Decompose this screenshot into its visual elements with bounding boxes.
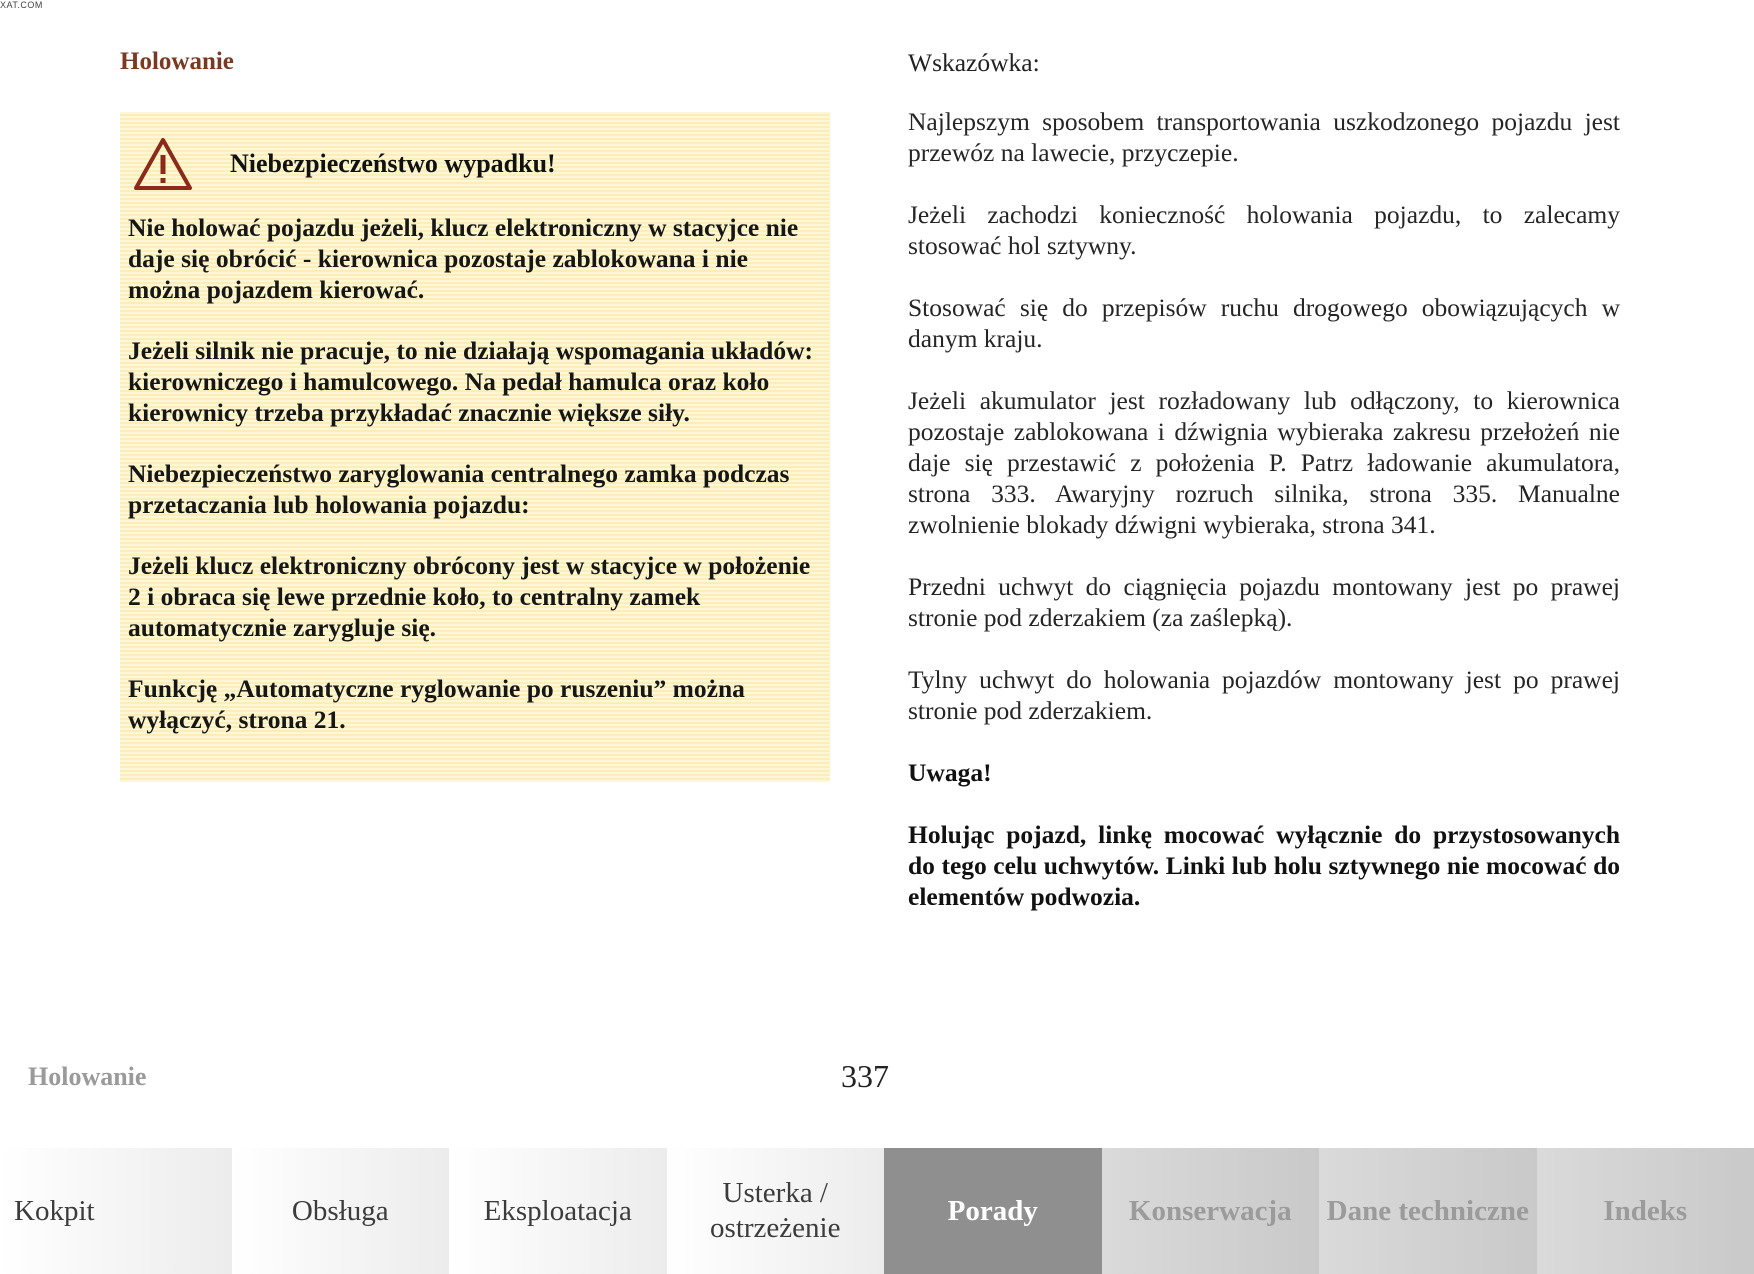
note-paragraph: Najlepszym sposobem transportowania uszkodzonego pojazdu jest przewóz na lawecie, przyczepie.	[908, 107, 1620, 167]
tab-kokpit[interactable]: Kokpit	[0, 1148, 232, 1274]
warning-triangle-icon	[132, 136, 194, 192]
tab-porady[interactable]: Porady	[884, 1148, 1102, 1274]
right-column	[908, 48, 1620, 943]
warning-box	[120, 112, 830, 782]
tab-usterka-ostrzezenie[interactable]: Usterka / ostrzeżenie	[667, 1148, 885, 1274]
tab-konserwacja[interactable]: Konserwacja	[1102, 1148, 1320, 1274]
warning-paragraph: Jeżeli silnik nie pracuje, to nie działają wspomagania układów: kierowniczego i hamulcowego. Na pedał hamulca oraz koło kierownicy trzeba przykładać znacznie większe siły.	[128, 336, 813, 427]
warning-paragraph: Niebezpieczeństwo zaryglowania centralnego zamka podczas przetaczania lub holowania pojazdu:	[128, 459, 790, 519]
note-label: Wskazówka:	[908, 48, 1040, 77]
left-column	[120, 48, 830, 76]
warning-title: Niebezpieczeństwo wypadku!	[230, 149, 556, 178]
chapter-tabs	[0, 1148, 1754, 1274]
footer-section-title: Holowanie	[28, 1062, 147, 1091]
note-paragraph: Jeżeli akumulator jest rozładowany lub odłączony, to kierownica pozostaje zablokowana i dźwignia wybieraka zakresu przełożeń nie daje się przestawić z położenia P. Patrz ładowanie akumulatora, strona 333. Awaryjny rozruch silnika, strona 335. Manualne zwolnienie blokady dźwigni wybieraka, strona 341.	[908, 386, 1620, 539]
warning-header	[128, 134, 822, 194]
tab-dane-techniczne[interactable]: Dane techniczne	[1319, 1148, 1537, 1274]
note-paragraph: Przedni uchwyt do ciągnięcia pojazdu montowany jest po prawej stronie pod zderzakiem (za zaślepką).	[908, 572, 1620, 632]
caution-label: Uwaga!	[908, 758, 992, 787]
note-paragraph: Jeżeli zachodzi konieczność holowania pojazdu, to zalecamy stosować hol sztywny.	[908, 200, 1620, 260]
note-paragraph: Tylny uchwyt do holowania pojazdów montowany jest po prawej stronie pod zderzakiem.	[908, 665, 1620, 725]
tab-indeks[interactable]: Indeks	[1537, 1148, 1754, 1274]
page-number: 337	[841, 1058, 889, 1094]
tab-eksploatacja[interactable]: Eksploatacja	[449, 1148, 667, 1274]
tab-obsluga[interactable]: Obsługa	[232, 1148, 450, 1274]
warning-paragraph: Jeżeli klucz elektroniczny obrócony jest w stacyjce w położenie 2 i obraca się lewe przednie koło, to centralny zamek automatycznie zarygluje się.	[128, 551, 811, 642]
watermark: XAT.COM	[0, 0, 43, 10]
section-title: Holowanie	[120, 48, 234, 75]
note-paragraph: Stosować się do przepisów ruchu drogowego obowiązujących w danym kraju.	[908, 293, 1620, 353]
caution-text: Holując pojazd, linkę mocować wyłącznie do przystosowanych do tego celu uchwytów. Linki lub holu sztywnego nie mocować do elementów podwozia.	[908, 820, 1620, 911]
warning-paragraph: Funkcję „Automatyczne ryglowanie po ruszeniu” można wyłączyć, strona 21.	[128, 674, 745, 734]
warning-paragraph: Nie holować pojazdu jeżeli, klucz elektroniczny w stacyjce nie daje się obrócić - kierownica pozostaje zablokowana i nie można pojazdem kierować.	[128, 213, 799, 304]
